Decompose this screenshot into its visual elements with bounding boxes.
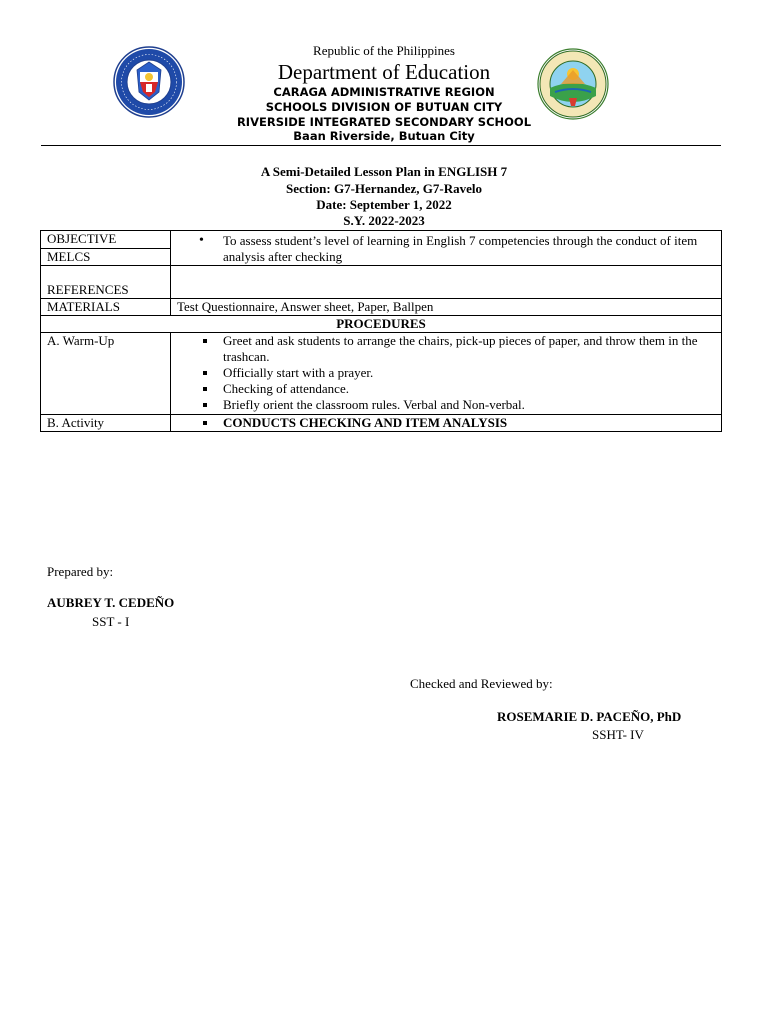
department-title: Department of Education xyxy=(277,60,491,84)
objective-text: • To assess student’s level of learning in English 7 competencies through the conduct of item analysis after checking xyxy=(177,233,715,265)
list-item: Checking of attendance. xyxy=(177,381,715,397)
prepared-by-label: Prepared by: xyxy=(47,564,114,579)
table-row-activity xyxy=(41,415,722,432)
plan-school-year: S.Y. 2022-2023 xyxy=(343,213,425,228)
warmup-label: A. Warm-Up xyxy=(41,333,171,415)
preparer-position: SST - I xyxy=(92,614,130,629)
republic-line: Republic of the Philippines xyxy=(313,43,455,58)
checked-by-label: Checked and Reviewed by: xyxy=(410,676,553,691)
procedures-heading: PROCEDURES xyxy=(41,316,722,333)
lesson-plan-table xyxy=(40,230,722,432)
plan-date: Date: September 1, 2022 xyxy=(316,197,452,212)
references-label: REFERENCES xyxy=(41,266,171,299)
division-line: SCHOOLS DIVISION OF BUTUAN CITY xyxy=(265,100,503,114)
activity-cell xyxy=(171,415,722,432)
table-row-warmup xyxy=(41,333,722,415)
activity-item: CONDUCTS CHECKING AND ITEM ANALYSIS xyxy=(177,415,715,431)
preparer-name: AUBREY T. CEDEÑO xyxy=(47,595,175,610)
reviewer-name: ROSEMARIE D. PACEÑO, PhD xyxy=(497,709,682,724)
plan-section: Section: G7-Hernandez, G7-Ravelo xyxy=(285,181,483,196)
activity-label: B. Activity xyxy=(41,415,171,432)
list-item: Briefly orient the classroom rules. Verbal and Non-verbal. xyxy=(177,397,715,413)
list-item: Officially start with a prayer. xyxy=(177,365,715,381)
references-value xyxy=(171,266,722,299)
objective-label: OBJECTIVE xyxy=(41,231,171,249)
plan-title: A Semi-Detailed Lesson Plan in ENGLISH 7 xyxy=(260,164,508,179)
table-row-materials xyxy=(41,299,722,316)
table-row-procedures xyxy=(41,316,722,333)
materials-value: Test Questionnaire, Answer sheet, Paper, Ballpen xyxy=(171,299,722,316)
region-line: CARAGA ADMINISTRATIVE REGION xyxy=(273,85,495,99)
list-item: Greet and ask students to arrange the chairs, pick-up pieces of paper, and throw them in the trashcan. xyxy=(177,333,715,365)
materials-label: MATERIALS xyxy=(41,299,171,316)
warmup-cell xyxy=(171,333,722,415)
table-row-objective xyxy=(41,231,722,249)
melcs-label: MELCS xyxy=(41,248,171,266)
school-line: RIVERSIDE INTEGRATED SECONDARY SCHOOL xyxy=(236,115,532,129)
reviewer-position: SSHT- IV xyxy=(592,727,644,742)
header-divider xyxy=(41,145,721,146)
table-row-references xyxy=(41,266,722,299)
objective-cell xyxy=(171,231,722,266)
address-line: Baan Riverside, Butuan City xyxy=(293,129,475,143)
